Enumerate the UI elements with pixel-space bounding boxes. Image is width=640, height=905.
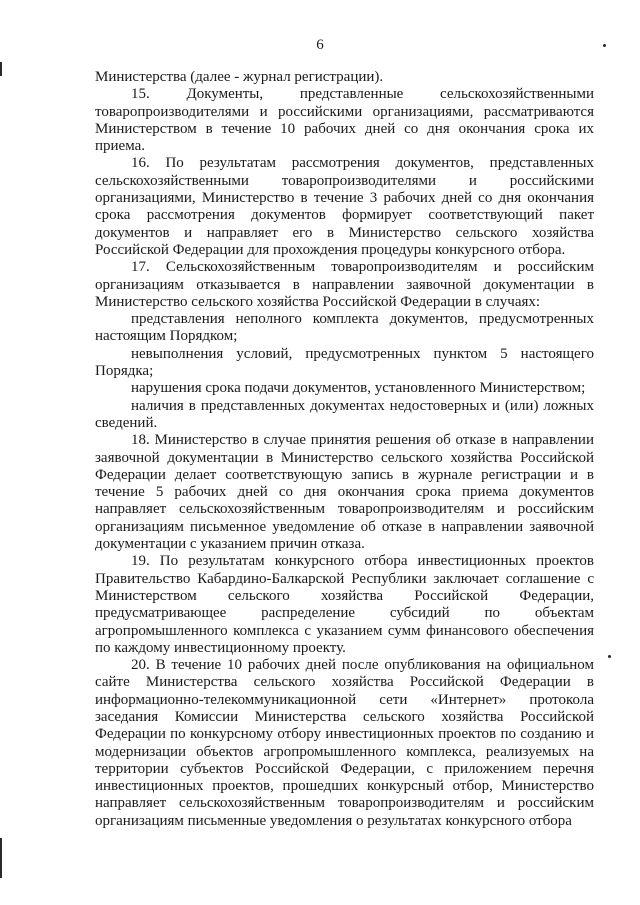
scan-dot [603,44,606,47]
paragraph-15: 15. Документы, представленные сельскохозяйственными товаропроизводителями и российскими организациями, рассматриваются Министерством в течение 10 рабочих дней со дня окончания срока их приема. [95,86,594,155]
document-body [95,69,594,830]
paragraph-17-case-4: наличия в представленных документах недостоверных и (или) ложных сведений. [95,397,594,431]
paragraph-20: 20. В течение 10 рабочих дней после опубликования на официальном сайте Министерства сельского хозяйства Российской Федерации в информационно-телекоммуникационной сети «Интернет» протокола заседания Комиссии Министерства сельского хозяйства Российской Федерации по конкурсному отбору инвестиционных проектов по созданию и модернизации объектов агропромышленного комплекса, реализуемых на территории субъектов Российской Федерации, с приложением перечня инвестиционных проектов, прошедших конкурсный отбор, Министерство направляет сельскохозяйственным товаропроизводителям и российским организациям письменные уведомления о результатах конкурсного отбора [95,657,594,829]
page-number: 6 [316,37,324,53]
paragraph-17-case-2: невыполнения условий, предусмотренных пунктом 5 настоящего Порядка; [95,345,594,380]
scan-edge-mark [0,838,2,878]
scan-dot [608,655,611,658]
paragraph-continuation: Министерства (далее - журнал регистрации). [95,69,384,85]
paragraph-17-case-1: представления неполного комплекта документов, предусмотренных настоящим Порядком; [95,311,594,345]
paragraph-18: 18. Министерство в случае принятия решения об отказе в направлении заявочной документации в Министерство сельского хозяйства Российской Федерации делает соответствующую запись в журнале регистрации и в течение 5 рабочих дней со дня окончания срока приема документов направляет сельскохозяйственным товаропроизводителям и российским организациям письменное уведомление об отказе в направлении заявочной документации с указанием причин отказа. [95,432,594,553]
paragraph-17: 17. Сельскохозяйственным товаропроизводителям и российским организациям отказывается в направлении заявочной документации в Министерство сельского хозяйства Российской Федерации в случаях: [95,259,594,310]
paragraph-16: 16. По результатам рассмотрения документов, представленных сельскохозяйственными товаропроизводителями и российскими организациями, Министерство в течение 3 рабочих дней со дня окончания срока рассмотрения документов формирует соответствующий пакет документов и направляет его в Министерство сельского хозяйства Российской Федерации для прохождения процедуры конкурсного отбора. [95,155,594,258]
paragraph-19: 19. По результатам конкурсного отбора инвестиционных проектов Правительство Кабардино-Балкарской Республики заключает соглашение с Министерством сельского хозяйства Российской Федерации, предусматривающее распределение субсидий по объектам агропромышленного комплекса с указанием сумм финансового обеспечения по каждому инвестиционному проекту. [95,553,594,656]
scan-edge-mark [0,62,2,76]
paragraph-17-case-3: нарушения срока подачи документов, установленного Министерством; [131,380,586,397]
